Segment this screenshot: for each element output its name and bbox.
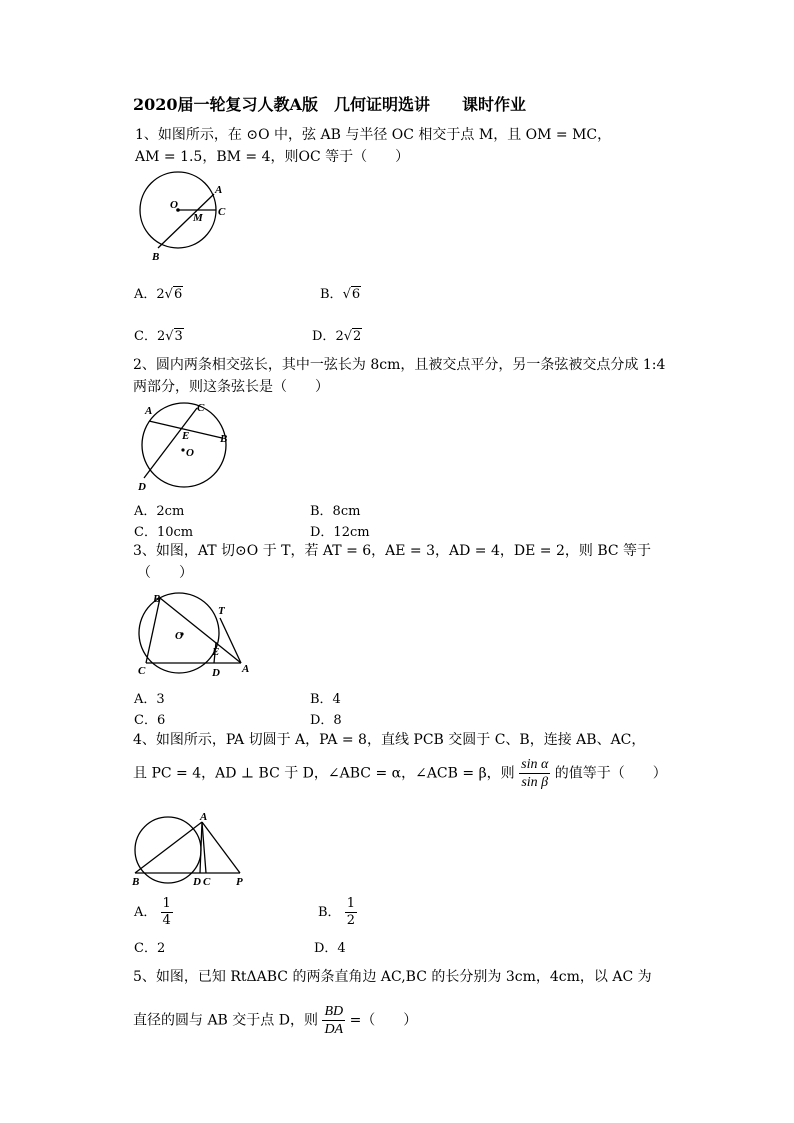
q2-label-c: C (197, 402, 205, 414)
q5-stem-line2-post: =（ ） (349, 1012, 418, 1029)
q1-option-d-coef: 2 (335, 329, 344, 344)
q1-label-b: B (152, 251, 160, 263)
q3-label-e: E (212, 646, 220, 658)
q5-stem-line1: 5、如图，已知 RtΔABC 的两条直角边 AC,BC 的长分别为 3cm，4cm，以 AC 为 (133, 969, 652, 985)
q1-label-a: A (215, 184, 223, 196)
q4-option-b[interactable] (318, 896, 357, 929)
q3-label-o: O (175, 630, 183, 642)
q2-stem-line2: 两部分，则这条弦长是（ ） (133, 379, 329, 395)
q2-figure (134, 398, 234, 494)
q4-stem-line2-post: 的值等于（ ） (554, 765, 667, 782)
q4-option-b-fraction (345, 896, 357, 929)
q2-stem-line1: 2、圆内两条相交弦长，其中一弦长为 8cm，且被交点平分，另一条弦被交点分成 1:4 (133, 357, 666, 373)
q1-option-b[interactable]: B．√6 (320, 287, 361, 302)
q1-stem-line1: 1、如图所示，在 ⊙O 中，弦 AB 与半径 OC 相交于点 M，且 OM = MC， (135, 127, 612, 143)
q4-option-b-denominator: 2 (346, 913, 355, 928)
q4-label-c: C (203, 876, 211, 886)
q2-option-b[interactable]: B．8cm (310, 504, 361, 519)
q1-option-d-radicand: 2 (353, 329, 362, 344)
q1-option-d[interactable]: D．2√2 (312, 329, 362, 344)
q3-tangent-ta (220, 618, 241, 663)
q2-label-a: A (145, 405, 153, 417)
q1-stem-line2: AM = 1.5，BM = 4，则OC 等于（ ） (135, 149, 410, 165)
q4-option-b-numerator: 1 (346, 896, 355, 911)
q2-label-o: O (186, 447, 194, 459)
q4-option-a-fraction (161, 896, 173, 929)
q3-label-c: C (138, 665, 146, 677)
q1-option-a[interactable]: A．2√6 (134, 287, 183, 302)
q5-stem-line2-pre: 直径的圆与 AB 交于点 D，则 (133, 1012, 318, 1029)
q1-label-o: O (170, 199, 178, 211)
q1-option-c-radicand: 3 (174, 329, 183, 344)
q5-ratio-numerator: BD (324, 1004, 344, 1019)
q1-option-b-label: B． (320, 287, 343, 302)
q1-label-c: C (218, 206, 226, 218)
q4-figure (130, 810, 254, 886)
q3-stem-line2: （ ） (137, 565, 193, 581)
q4-ratio-numerator: sin α (521, 757, 549, 772)
q2-center-point (181, 448, 184, 451)
q4-line-ab (135, 822, 202, 873)
q3-option-b[interactable]: B．4 (310, 692, 341, 707)
q5-ratio-fraction (322, 1003, 345, 1038)
q4-tangent-pa (202, 822, 240, 873)
q4-ratio-fraction (519, 756, 550, 791)
q1-figure (130, 168, 240, 268)
q4-option-a-denominator: 4 (162, 913, 171, 928)
q4-option-a-label: A． (134, 905, 157, 920)
q1-option-c[interactable]: C．2√3 (134, 329, 183, 344)
q1-option-b-radicand: 6 (351, 287, 361, 302)
q4-stem-line2 (133, 756, 667, 791)
q4-line-ac (202, 822, 206, 873)
q4-label-b: B (132, 876, 140, 886)
q1-chord-ab (158, 194, 214, 248)
q5-stem-line2 (133, 1003, 417, 1038)
q2-circle (142, 403, 226, 487)
q4-option-a-numerator: 1 (162, 896, 171, 911)
q2-option-c[interactable]: C．10cm (134, 525, 194, 540)
q4-option-c[interactable]: C．2 (134, 941, 166, 956)
q4-ratio-denominator: sin β (521, 775, 549, 790)
q1-option-c-label: C． (134, 329, 157, 344)
q4-stem-line2-pre: 且 PC = 4，AD ⊥ BC 于 D，∠ABC = α，∠ACB = β，则 (133, 765, 515, 782)
q2-label-e: E (182, 430, 190, 442)
q2-label-b: B (220, 433, 228, 445)
q3-figure (134, 588, 260, 682)
q4-label-p: P (236, 876, 243, 886)
q4-option-d[interactable]: D．4 (314, 941, 346, 956)
q4-option-b-label: B． (318, 905, 341, 920)
q3-label-t: T (218, 605, 225, 617)
page-title: 2020届一轮复习人教A版 几何证明选讲 课时作业 (133, 95, 526, 114)
q2-label-d: D (138, 481, 146, 493)
q1-option-a-label: A． (134, 287, 157, 302)
q1-option-c-coef: 2 (156, 329, 166, 344)
q1-option-a-coef: 2 (156, 287, 165, 302)
q3-stem-line1: 3、如图，AT 切⊙O 于 T，若 AT = 6，AE = 3，AD = 4，DE = 2，则 BC 等于 (133, 543, 652, 559)
q2-option-a[interactable]: A．2cm (134, 504, 185, 519)
q3-label-a: A (242, 663, 250, 675)
q1-option-d-label: D． (312, 329, 336, 344)
q1-label-m: M (193, 212, 203, 224)
q3-line-ba (160, 598, 241, 663)
q4-label-a: A (200, 811, 208, 823)
q3-option-a[interactable]: A．3 (134, 692, 165, 707)
q4-stem-line1: 4、如图所示，PA 切圆于 A，PA = 8，直线 PCB 交圆于 C、B，连接 AB、AC， (133, 732, 646, 748)
q3-option-c[interactable]: C．6 (134, 713, 166, 728)
q2-option-d[interactable]: D．12cm (310, 525, 370, 540)
q3-label-b: B (153, 593, 161, 605)
q1-option-a-radicand: 6 (173, 287, 183, 302)
q4-label-d: D (193, 876, 201, 886)
q3-label-d: D (212, 667, 220, 679)
q4-option-a[interactable] (134, 896, 173, 929)
q3-option-d[interactable]: D．8 (310, 713, 342, 728)
q5-ratio-denominator: DA (324, 1022, 344, 1037)
